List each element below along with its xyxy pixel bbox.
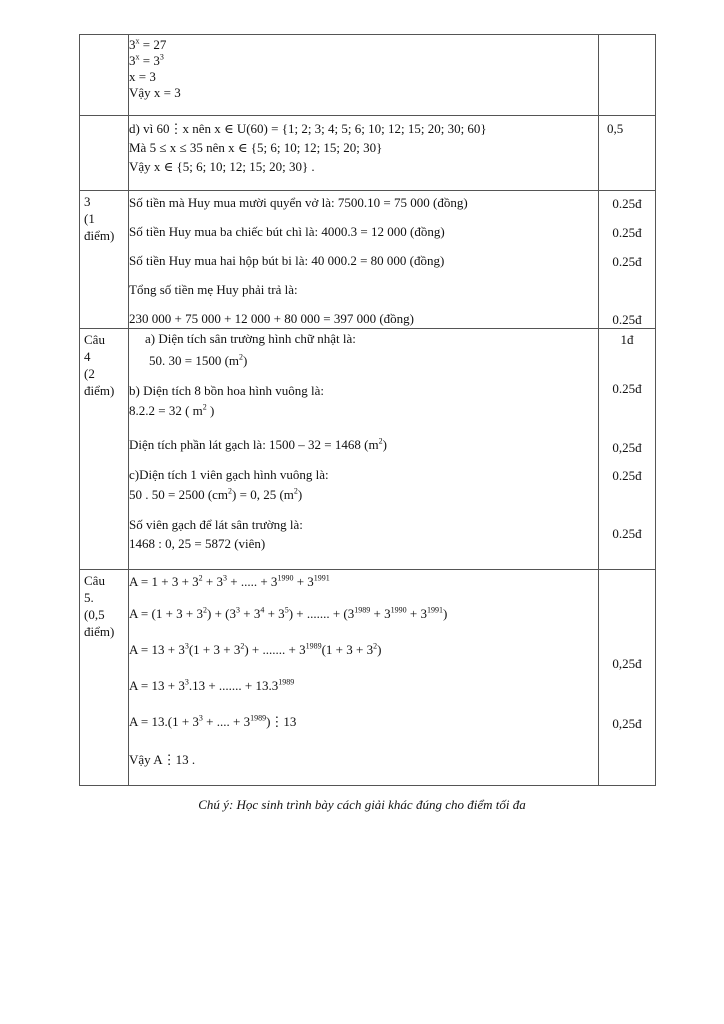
points-cell-q4: [599, 329, 656, 570]
q3-line-total-label: Tổng số tiền mẹ Huy phải trả là:: [129, 282, 298, 297]
points-cell-q3: [599, 191, 656, 329]
row-question-5: [80, 570, 656, 786]
solution-cell: [129, 116, 599, 191]
points-cell-q5: [599, 570, 656, 786]
line-vay-x-3: Vậy x = 3: [129, 85, 181, 100]
q5-conclusion: Vậy A⋮13 .: [129, 752, 196, 767]
q3-line-notebooks: Số tiền mà Huy mua mười quyển vở là: 7500.10 = 75 000 (đồng): [129, 195, 468, 210]
line-d-range: Mà 5 ≤ x ≤ 35 nên x ∈ {5; 6; 10; 12; 15; 20; 30}: [129, 140, 383, 155]
q4-a-label: a) Diện tích sân trường hình chữ nhật là:: [145, 331, 356, 346]
q5-eq-5: $A = 13.(1 + 3^3$ + .... + $3^{1989})⋮13$: [129, 713, 297, 729]
row-question-4: [80, 329, 656, 570]
q4-c-calc: 50 . 50 = 2500 $(cm^2) = 0$, 25 $(m^2)$: [129, 486, 303, 502]
q4-points-c: 0,25đ: [612, 440, 642, 455]
points-d: 0,5: [607, 121, 624, 136]
q5-eq-4: $A = 13 + 3^3.13$ + ....... + $13.3^{1989}$: [129, 677, 295, 693]
q4-points-open: (2: [84, 366, 95, 381]
q3-points-open: (1: [84, 211, 95, 226]
q5-eq-3: $A = 13 + 3^3(1 + 3 + 3^2)$ + ....... + $3^{1989}(1 + 3 + 3^2)$: [129, 641, 382, 657]
footer-note: Chú ý: Học sinh trình bày cách giải khác đúng cho điểm tối đa: [198, 797, 526, 812]
q4-points-d: 0.25đ: [612, 468, 642, 483]
label-cell-empty: [80, 35, 129, 116]
q4-c-count-label: Số viên gạch để lát sân trường là:: [129, 517, 303, 532]
q5-number: 5.: [84, 590, 94, 605]
solution-cell-q3: [129, 191, 599, 329]
q3-number: 3: [84, 194, 91, 209]
q4-b-tiled-area: Diện tích phần lát gạch là: 1500 – 32 = 1468 $(m^2)$: [129, 436, 387, 452]
line-x-3: x = 3: [129, 69, 156, 84]
q4-points-b: 0.25đ: [612, 381, 642, 396]
q3-points-unit: điểm): [84, 228, 115, 243]
line-d-divisors: d) vì 60⋮x nên x ∈ U(60) = {1; 2; 3; 4; 5; 6; 10; 12; 15; 20; 30; 60}: [129, 121, 487, 136]
solution-cell-q4: [129, 329, 599, 570]
q3-points-5: 0.25đ: [612, 312, 642, 327]
q5-points-1: 0,25đ: [612, 656, 642, 671]
q3-points-3: 0.25đ: [612, 254, 642, 269]
row-continuation: [80, 35, 656, 116]
q4-points-a: 1đ: [620, 332, 634, 347]
q3-line-total: 230 000 + 75 000 + 12 000 + 80 000 = 397 000 (đồng): [129, 311, 414, 326]
q4-word: Câu: [84, 332, 105, 347]
q3-points-1: 0.25đ: [612, 196, 642, 211]
q4-b-label: b) Diện tích 8 bồn hoa hình vuông là:: [129, 383, 324, 398]
q4-points-e: 0.25đ: [612, 526, 642, 541]
label-cell-empty: [80, 116, 129, 191]
q3-line-pencils: Số tiền Huy mua ba chiếc bút chì là: 4000.3 = 12 000 (đồng): [129, 224, 445, 239]
q3-line-pens: Số tiền Huy mua hai hộp bút bi là: 40 000.2 = 80 000 (đồng): [129, 253, 445, 268]
solution-cell: [129, 35, 599, 116]
q5-eq-1: $A = 1 + 3 + 3^2 + 3^3$ + ..... + $3^{1990} + 3^{1991}$: [129, 573, 330, 589]
q5-points-open: (0,5: [84, 607, 105, 622]
label-cell-q3: [80, 191, 129, 329]
q4-points-unit: điểm): [84, 383, 115, 398]
line-d-conclusion: Vậy x ∈ {5; 6; 10; 12; 15; 20; 30} .: [129, 159, 315, 174]
q4-number: 4: [84, 349, 91, 364]
points-cell-empty: [599, 35, 656, 116]
q4-a-calc: 50. 30 = 1500 $(m^2)$: [149, 352, 248, 368]
q4-c-count: 1468 : 0, 25 = 5872 (viên): [129, 536, 266, 551]
q5-points-2: 0,25đ: [612, 716, 642, 731]
line-3x-27: $3^x = 27$: [129, 36, 167, 52]
row-question-3: [80, 191, 656, 329]
q4-b-calc: 8.2.2 = 32 ( $m^2$ ): [129, 402, 215, 418]
label-cell-q4: [80, 329, 129, 570]
q5-word: Câu: [84, 573, 105, 588]
q5-eq-2: $A = (1 + 3 + 3^2) + (3^3 + 3^4 + 3^5)$ + ....... + $(3^{1989} + 3^{1990} + 3^{1991})$: [129, 605, 448, 621]
label-cell-q5: [80, 570, 129, 786]
solution-cell-q5: [129, 570, 599, 786]
q5-points-unit: điểm): [84, 624, 115, 639]
q3-points-2: 0.25đ: [612, 225, 642, 240]
grading-table: [79, 34, 656, 786]
line-3x-33: $3^x = 3^3$: [129, 52, 164, 68]
q4-c-label: c)Diện tích 1 viên gạch hình vuông là:: [129, 467, 329, 482]
row-part-d: [80, 116, 656, 191]
points-cell: [599, 116, 656, 191]
